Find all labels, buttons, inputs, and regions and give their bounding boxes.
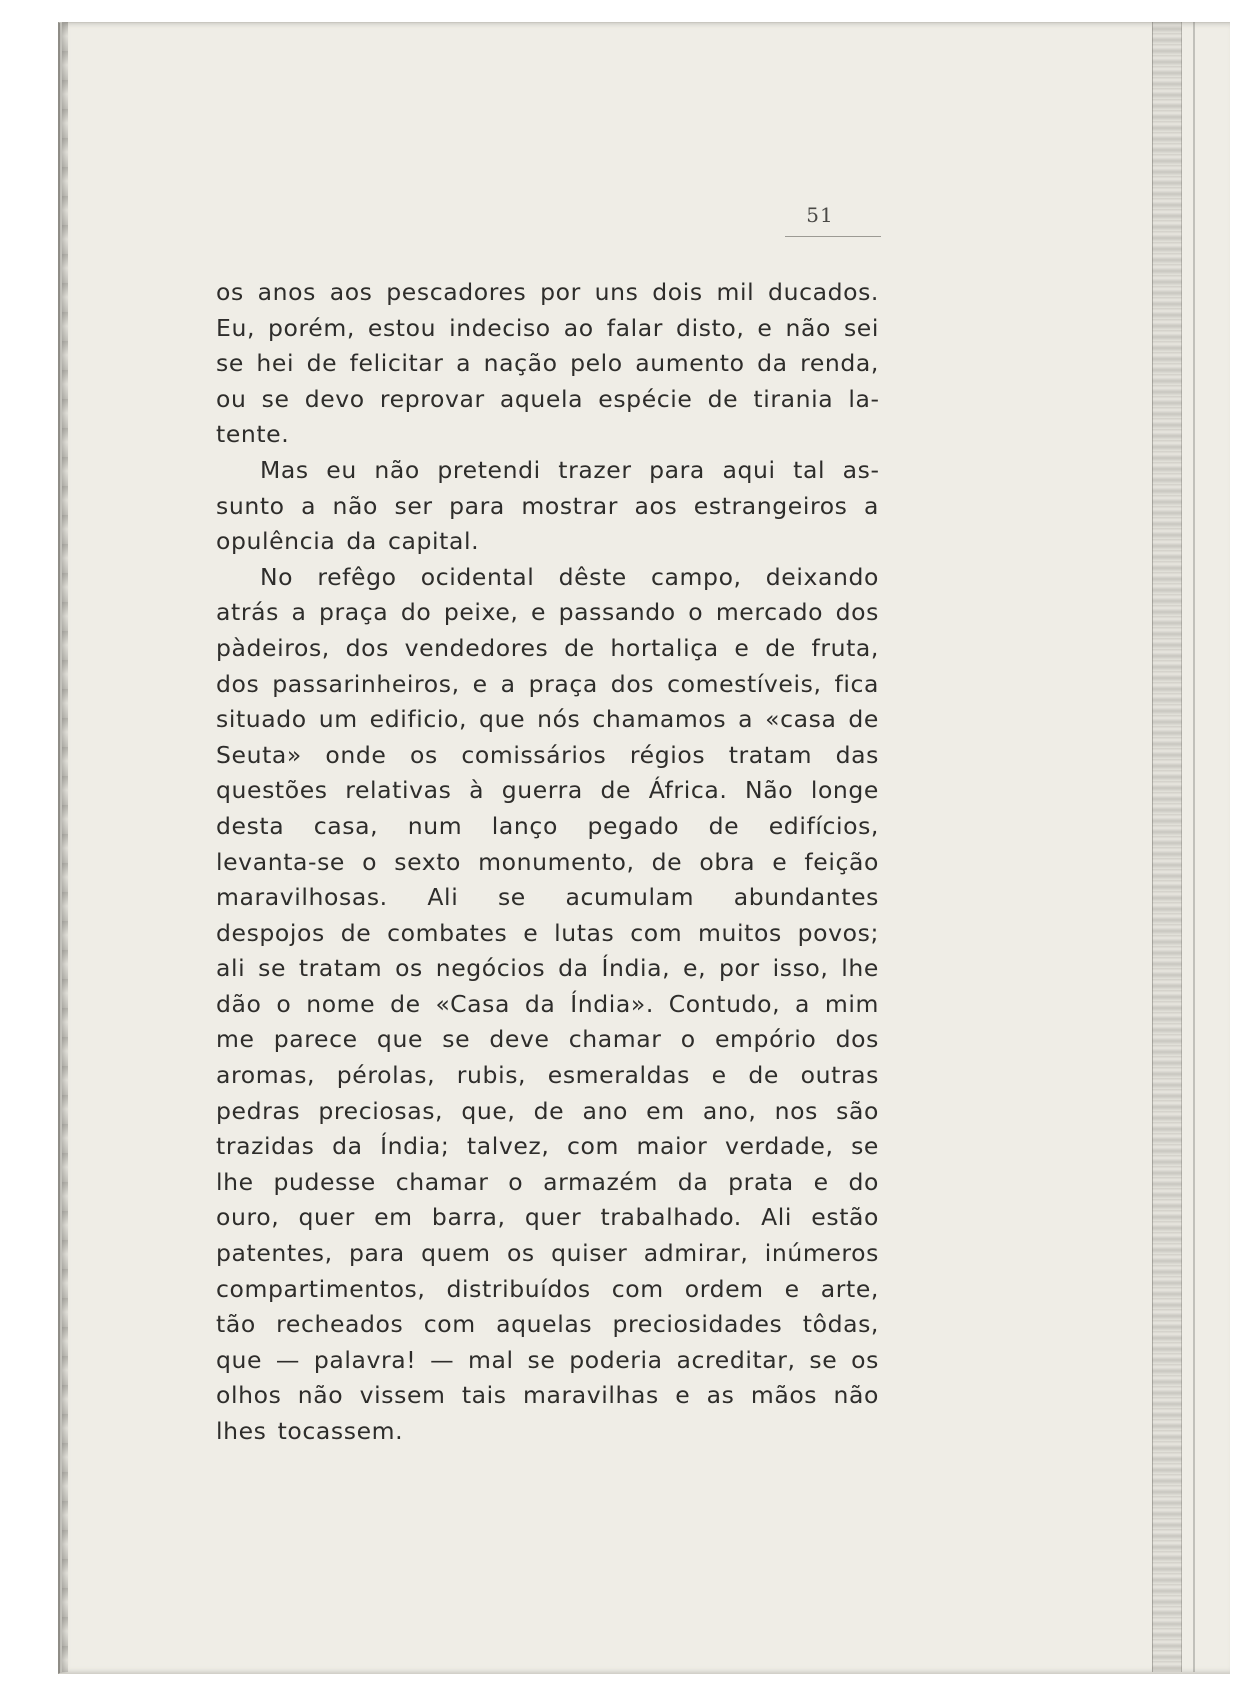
page-number-rule bbox=[785, 236, 881, 237]
paragraph-2: Mas eu não pretendi trazer para aqui tal assunto a não ser para mostrar aos estrangeiros a opulência da capital. bbox=[216, 455, 879, 556]
body-text bbox=[216, 275, 879, 1450]
left-margin-scan-marks bbox=[62, 22, 68, 1672]
binding-edge bbox=[1152, 22, 1182, 1672]
paragraph-3: No refêgo ocidental dêste campo, deixando atrás a praça do peixe, e passando o mercado dos pàdeiros, dos vendedores de hortaliça e de fruta, dos passarinheiros, e a praça dos comestíveis, fica situado um edificio, que nós chamamos a «casa de Seuta» onde os comissários régios tratam das questões relativas à guerra de África. Não longe desta casa, num lanço pegado de edifícios, levanta-se o sexto monumento, de obra e feição maravilhosas. Ali se acumulam abundantes despojos de combates e lutas com muitos povos; ali se tratam os negócios da Índia, e, por isso, lhe dão o nome de «Casa da Índia». Contudo, a mim me parece que se deve chamar o empório dos aromas, pérolas, rubis, esmeraldas e de outras pedras preciosas, que, de ano em ano, nos são trazidas da Índia; talvez, com maior verdade, se lhe pudesse chamar o armazém da prata e do ouro, quer em barra, quer trabalhado. Ali estão patentes, para quem os quiser admirar, inúmeros compartimentos, distribuídos com ordem e arte, tão recheados com aquelas preciosidades tôdas, que — palavra! — mal se poderia acreditar, se os olhos não vissem tais maravilhas e as mãos não lhes tocassem. bbox=[216, 562, 879, 1445]
page-number: 51 bbox=[806, 203, 834, 227]
paragraph-1: os anos aos pescadores por uns dois mil ducados. Eu, porém, estou indeciso ao falar disto, e não sei se hei de felicitar a nação pelo aumento da renda, ou se devo reprovar aquela espécie de tirania latente. bbox=[216, 278, 879, 449]
